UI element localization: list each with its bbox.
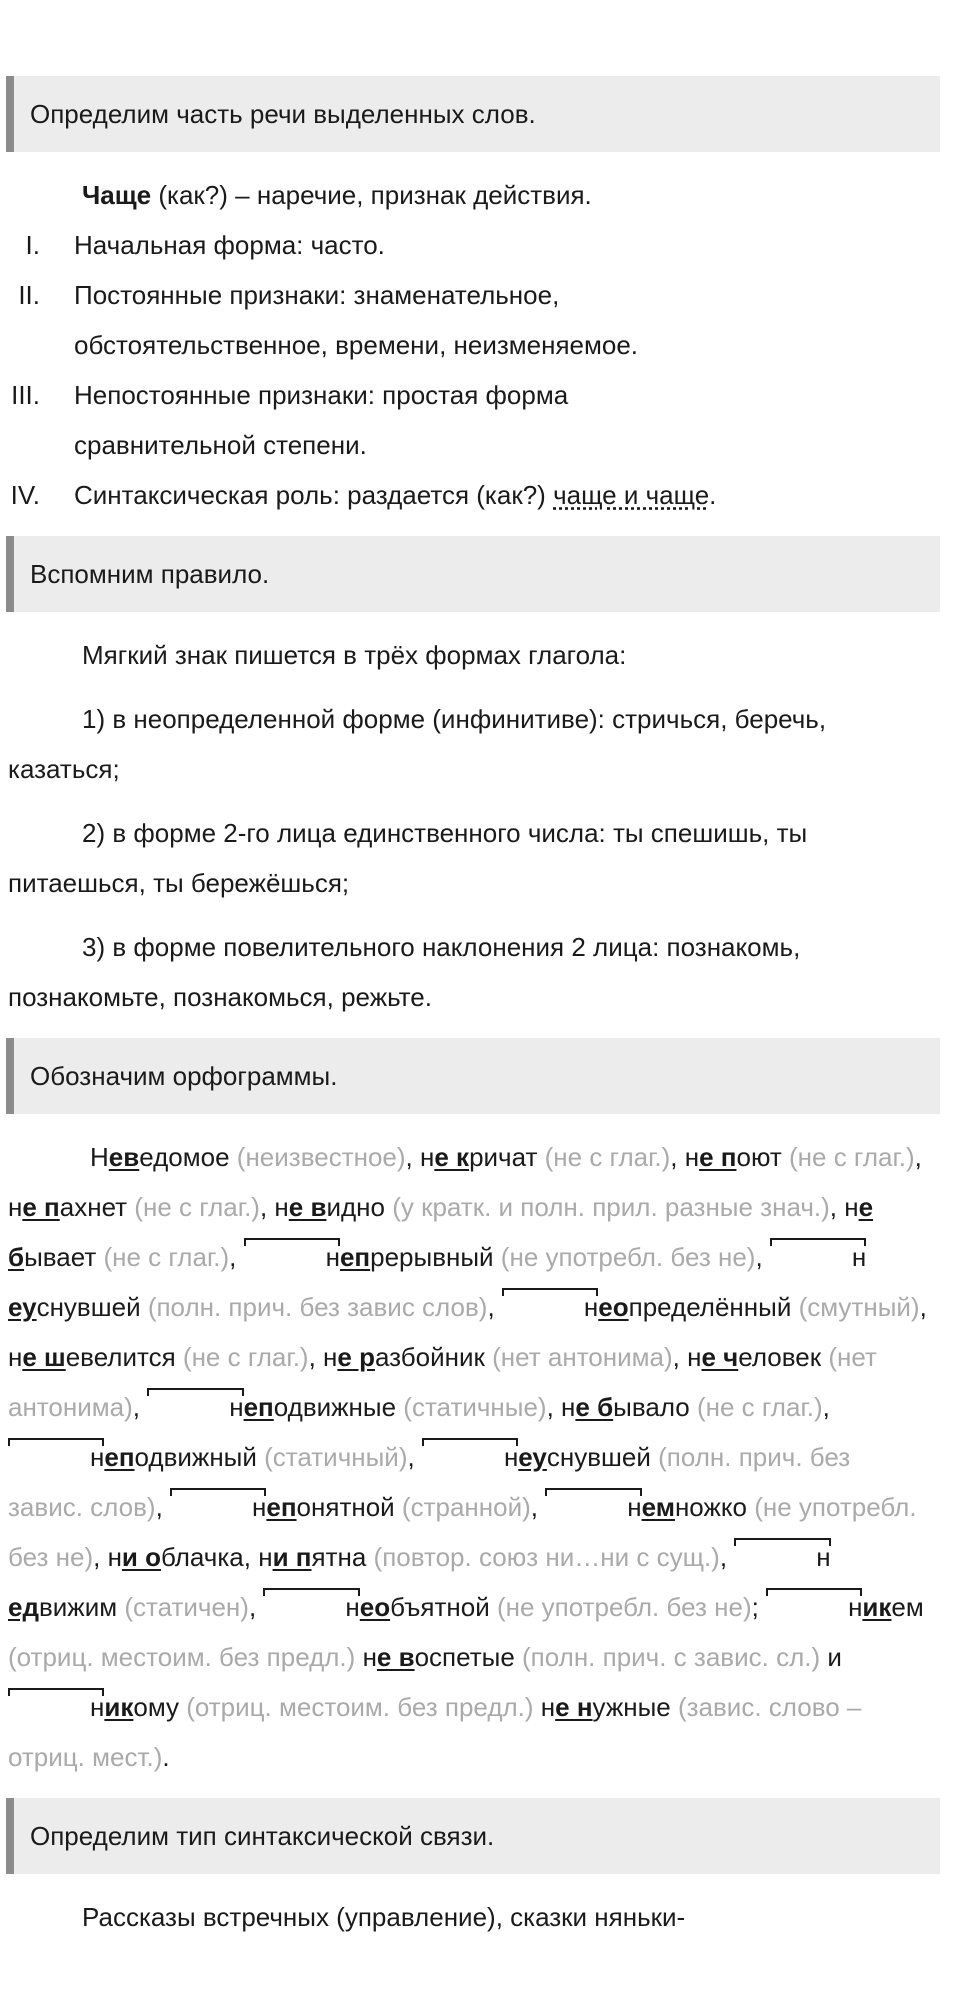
note: (отриц. местоим. без предл.)	[8, 1642, 356, 1672]
note: (неизвестное)	[229, 1142, 406, 1172]
morph-list	[0, 220, 940, 520]
word: неподвижный	[8, 1442, 257, 1472]
syntax-line: Рассказы встречных (управление), сказки няньки-	[82, 1902, 686, 1932]
word: недвижим	[8, 1542, 831, 1622]
note: (не с глаг.)	[175, 1342, 309, 1372]
word: не нужные	[540, 1692, 671, 1722]
note: (не с глаг.)	[127, 1192, 260, 1222]
section-header-orthograms	[6, 1038, 940, 1114]
word: ни облачка	[107, 1542, 244, 1572]
word: не разбойник	[323, 1342, 485, 1372]
note: (не употребл. без не)	[8, 1492, 917, 1572]
note: (повтор. союз ни…ни с сущ.)	[366, 1542, 720, 1572]
note: (не употребл. без не)	[489, 1592, 752, 1622]
list-text: Непостоянные признаки: простая форма	[74, 380, 569, 410]
section-header-rule	[6, 536, 940, 612]
section-title: Определим часть речи выделенных слов.	[30, 99, 536, 129]
section-header-part-of-speech	[6, 76, 940, 152]
rule-item: 1) в неопределенной форме (инфинитиве): стричься, беречь, казаться;	[8, 704, 827, 784]
note: (отриц. местоим. без предл.)	[179, 1692, 534, 1722]
word: непонятной	[170, 1492, 395, 1522]
punct: .	[709, 480, 717, 510]
word: неуснувшей	[8, 1242, 866, 1322]
note: (не с глаг.)	[96, 1242, 230, 1272]
word: немножко	[545, 1492, 747, 1522]
note: (статичен)	[117, 1592, 249, 1622]
word: никому	[8, 1692, 179, 1722]
word: не человек	[687, 1342, 822, 1372]
word: не бывало	[561, 1392, 690, 1422]
list-number: II.	[18, 280, 40, 310]
note: (не с глаг.)	[781, 1142, 915, 1172]
word: не видно	[274, 1192, 385, 1222]
list-number: I.	[25, 230, 40, 260]
list-number: III.	[11, 380, 40, 410]
word: не кричат	[420, 1142, 538, 1172]
list-item	[0, 220, 940, 270]
list-item	[0, 370, 940, 470]
note: (статичные)	[396, 1392, 547, 1422]
morph-intro-text: (как?) – наречие, признак действия.	[151, 180, 592, 210]
list-number: IV.	[10, 480, 40, 510]
word: не пахнет	[8, 1192, 128, 1222]
list-item	[0, 470, 940, 520]
section-header-syntax	[6, 1798, 940, 1874]
rule-item: 3) в форме повелительного наклонения 2 лица: познакомь, познакомьте, познакомься, режьте.	[8, 932, 801, 1012]
section-title: Определим тип синтаксической связи.	[30, 1821, 495, 1851]
note: (смутный)	[791, 1292, 920, 1322]
note: (нет антонима)	[484, 1342, 673, 1372]
list-text-cont: сравнительной степени.	[74, 430, 367, 460]
note: (статичный)	[256, 1442, 408, 1472]
section-title: Вспомним правило.	[30, 559, 270, 589]
word: неопределённый	[502, 1292, 791, 1322]
note: (не с глаг.)	[689, 1392, 823, 1422]
underlined-phrase: чаще и чаще	[553, 480, 710, 510]
note: (полн. прич. с завис. сл.)	[514, 1642, 821, 1672]
note: (полн. прич. без завис. слов)	[8, 1442, 851, 1522]
list-text: Постоянные признаки: знаменательное,	[74, 280, 560, 310]
orthogram-paragraph: Неведомое (неизвестное), не кричат (не с глаг.), не поют (не с глаг.), не пахнет (не с глаг.), не видно (у кратк. и полн. прил. разные знач.), не бывает (не с глаг.), непрерывный (не употребл. без не), неуснувшей (полн. прич. без завис слов), неопределённый (смутный), не шевелится (не с глаг.), не разбойник (нет антонима), не человек (нет антонима), неподвижные (статичные), не бывало (не с глаг.), неподвижный (статичный), неуснувшей (полн. прич. без завис. слов), непонятной (странной), немножко (не употребл. без не), ни облачка, ни пятна (повтор. союз ни…ни с сущ.), недвижим (статичен), необъятной (не употребл. без не); никем (отриц. местоим. без предл.) не воспетые (полн. прич. с завис. сл.) и никому (отриц. местоим. без предл.) не нужные (завис. слово – отриц. мест.).	[8, 1142, 927, 1772]
word: не бывает	[8, 1192, 874, 1272]
note: (не с глаг.)	[537, 1142, 671, 1172]
note: (у кратк. и полн. прил. разные знач.)	[384, 1192, 830, 1222]
morph-word: Чаще	[82, 180, 152, 210]
word: непрерывный	[244, 1242, 494, 1272]
word: никем	[766, 1592, 924, 1622]
list-text-cont: обстоятельственное, времени, неизменяемое.	[74, 330, 639, 360]
word: неподвижные	[147, 1392, 396, 1422]
word: не шевелится	[8, 1342, 176, 1372]
list-text: Синтаксическая роль: раздается (как?)	[74, 480, 554, 510]
rule-item: 2) в форме 2-го лица единственного числа: ты спешишь, ты питаешься, ты бережёшься;	[8, 818, 808, 898]
note: (нет антонима)	[8, 1342, 877, 1422]
list-text: Начальная форма: часто.	[74, 230, 385, 260]
rule-lead: Мягкий знак пишется в трёх формах глагола:	[82, 640, 627, 670]
word: необъятной	[263, 1592, 489, 1622]
note: (странной)	[394, 1492, 531, 1522]
note: (завис. слово – отриц. мест.)	[8, 1692, 862, 1772]
word: не поют	[684, 1142, 782, 1172]
note: (не употребл. без не)	[493, 1242, 756, 1272]
section-title: Обозначим орфограммы.	[30, 1061, 338, 1091]
word: не воспетые	[362, 1642, 515, 1672]
word: ни пятна	[258, 1542, 367, 1572]
list-item	[0, 270, 940, 370]
word: неуснувшей	[422, 1442, 651, 1472]
note: (полн. прич. без завис слов)	[140, 1292, 488, 1322]
morph-intro	[0, 170, 940, 220]
word: Неведомое	[90, 1142, 230, 1172]
